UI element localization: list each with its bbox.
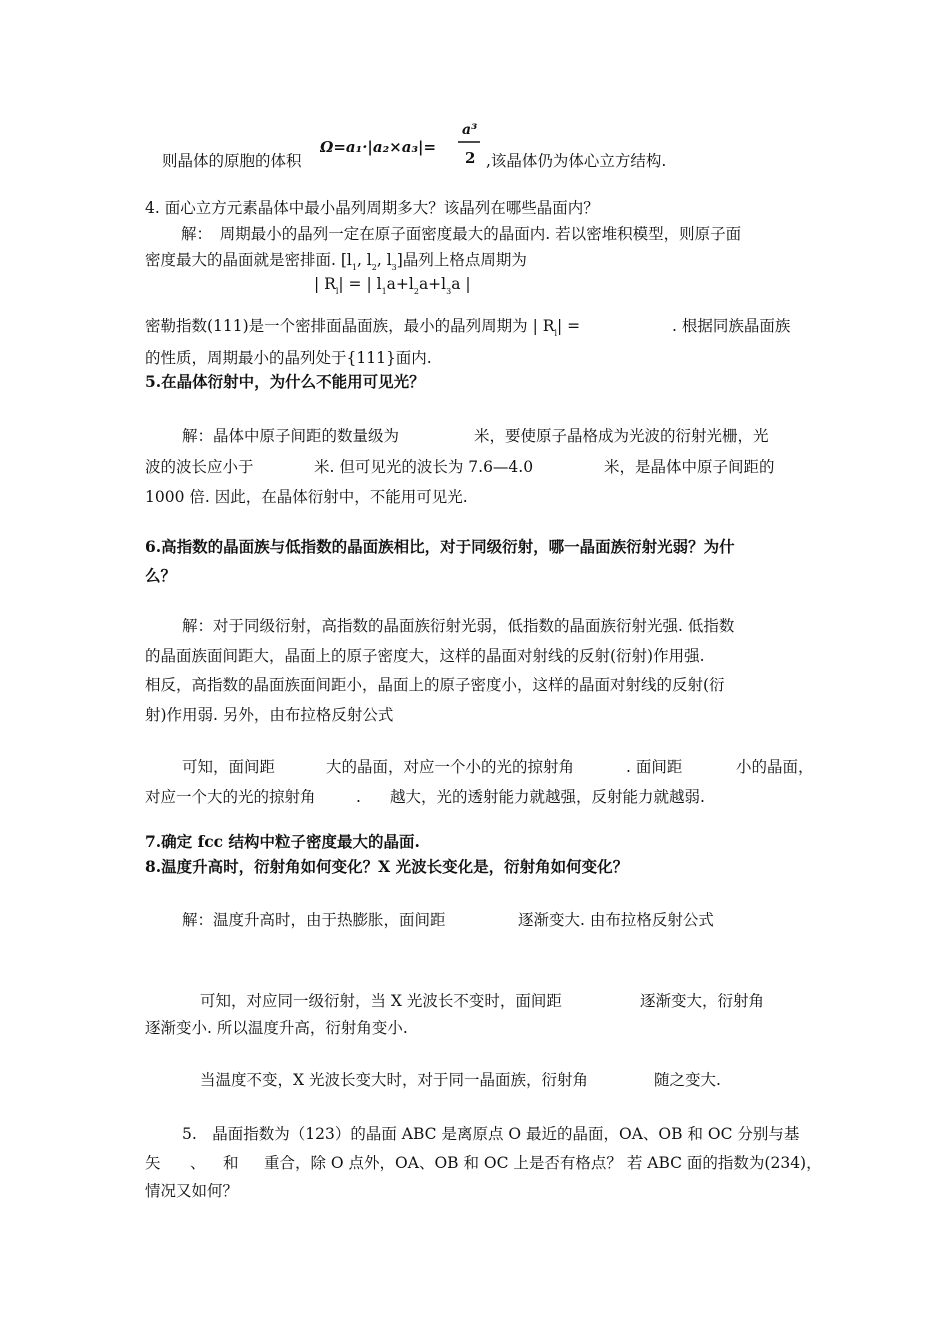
q4-eq-part2: | = | l [338,275,382,293]
q4-a3-pre: 密勒指数(111)是一个密排面晶面族，最小的晶列周期为 | R [145,317,555,335]
q5-answer-line2a: 波的波长应小于 [145,458,254,476]
formula-numerator: a³ [462,122,478,138]
q6-title-line1: 6.高指数的晶面族与低指数的晶面族相比，对于同级衍射，哪一晶面族衍射光弱？为什 [145,537,735,556]
q4-answer-line1: 解： 周期最小的晶列一定在原子面密度最大的晶面内. 若以密堆积模型，则原子面 [181,225,742,243]
q4-period-equation [314,274,471,297]
problem5-line1: 5. 晶面指数为（123）的晶面 ABC 是离原点 O 最近的晶面，OA、OB 和 OC 分别与基 [182,1125,800,1143]
q4-eq-part5: a | [451,275,471,293]
q6-title-line2: 么？ [145,566,177,585]
q4-answer-line3-tail: . 根据同族晶面族 [672,317,791,335]
q6-answer-line5c: . 面间距 [626,758,683,776]
problem5-line2a: 矢 [145,1154,161,1172]
q6-answer-line6b: . [356,788,361,806]
q4-a2-sub3: 3 [391,263,397,272]
q6-answer-line3: 相反，高指数的晶面族面间距小，晶面上的原子密度小，这样的晶面对射线的反射(衍 [145,676,725,694]
q6-answer-line5b: 大的晶面，对应一个小的光的掠射角 [326,758,575,776]
q4-a2-post: ]晶列上格点周期为 [396,251,527,269]
q6-answer-line5a: 可知，面间距 [182,758,276,776]
q7-title: 7.确定 fcc 结构中粒子密度最大的晶面. [145,832,420,851]
q8-answer-line2a: 可知，对应同一级衍射，当 X 光波长不变时，面间距 [200,992,562,1010]
problem5-line2c: 和 [223,1154,239,1172]
q4-eq-part1: | R [314,275,336,293]
q4-answer-line4: 的性质，周期最小的晶列处于{111}面内. [145,349,432,367]
q6-answer-line1: 解：对于同级衍射，高指数的晶面族衍射光弱，低指数的晶面族衍射光强. 低指数 [182,617,735,635]
q6-answer-line5d: 小的晶面， [736,758,814,776]
q4-eq-part4: a+l [418,275,447,293]
q6-answer-line6a: 对应一个大的光的掠射角 [145,788,316,806]
q4-a2-sub2: 2 [371,263,377,272]
q8-answer-line4a: 当温度不变，X 光波长变大时，对于同一晶面族，衍射角 [200,1071,588,1089]
q4-a2-sub1: 1 [351,263,357,272]
q4-eq-sub4: 3 [446,287,452,296]
q4-a3-post: | = [557,317,581,335]
q6-answer-line4: 射)作用弱. 另外，由布拉格反射公式 [145,706,394,724]
q4-eq-sub3: 2 [413,287,419,296]
formula-denominator: 2 [465,149,476,167]
q5-answer-line2c: 米，是晶体中原子间距的 [604,458,775,476]
q4-a2-c1: , l [356,251,372,269]
q4-answer-line3 [145,316,580,339]
problem5-line2d: 重合，除 O 点外，OA、OB 和 OC 上是否有格点？ 若 ABC 面的指数为(234)， [264,1154,822,1172]
q5-answer-line3: 1000 倍. 因此，在晶体衍射中，不能用可见光. [145,488,468,506]
q4-eq-sub2: 1 [381,287,387,296]
q4-a3-sub: l [554,329,557,338]
q8-answer-line4b: 随之变大. [654,1071,721,1089]
problem5-line2b: 、 [190,1154,206,1172]
q8-answer-line2b: 逐渐变大，衍射角 [640,992,765,1010]
q6-answer-line6c: 越大，光的透射能力就越强，反射能力就越弱. [390,788,705,806]
q4-a2-c2: , l [376,251,392,269]
q8-title: 8.温度升高时，衍射角如何变化？X 光波长变化是，衍射角如何变化？ [145,857,629,876]
problem5-line3: 情况又如何？ [145,1182,239,1200]
q4-answer-line2 [145,250,527,273]
volume-suffix: ,该晶体仍为体心立方结构. [486,152,667,170]
q4-title: 4. 面心立方元素晶体中最小晶列周期多大？该晶列在哪些晶面内？ [145,199,599,217]
q4-eq-sub1: l [335,287,339,296]
q8-answer-line1b: 逐渐变大. 由布拉格反射公式 [518,911,714,929]
q5-title: 5.在晶体衍射中，为什么不能用可见光？ [145,372,425,391]
volume-formula [320,118,485,172]
q5-answer-line1b: 米，要使原子晶格成为光波的衍射光栅，光 [474,427,769,445]
formula-lhs: Ω=a₁·|a₂×a₃|= [320,138,437,156]
q4-a2-pre: 密度最大的晶面就是密排面. [l [145,251,352,269]
q4-eq-part3: a+l [386,275,414,293]
q5-answer-line1a: 解：晶体中原子间距的数量级为 [182,427,400,445]
q6-answer-line2: 的晶面族面间距大，晶面上的原子密度大，这样的晶面对射线的反射(衍射)作用强. [145,647,705,665]
q8-answer-line3: 逐渐变小. 所以温度升高，衍射角变小. [145,1019,408,1037]
volume-prefix: 则晶体的原胞的体积 [162,152,302,170]
q5-answer-line2b: 米. 但可见光的波长为 7.6—4.0 [314,458,534,476]
q8-answer-line1a: 解：温度升高时，由于热膨胀，面间距 [182,911,446,929]
